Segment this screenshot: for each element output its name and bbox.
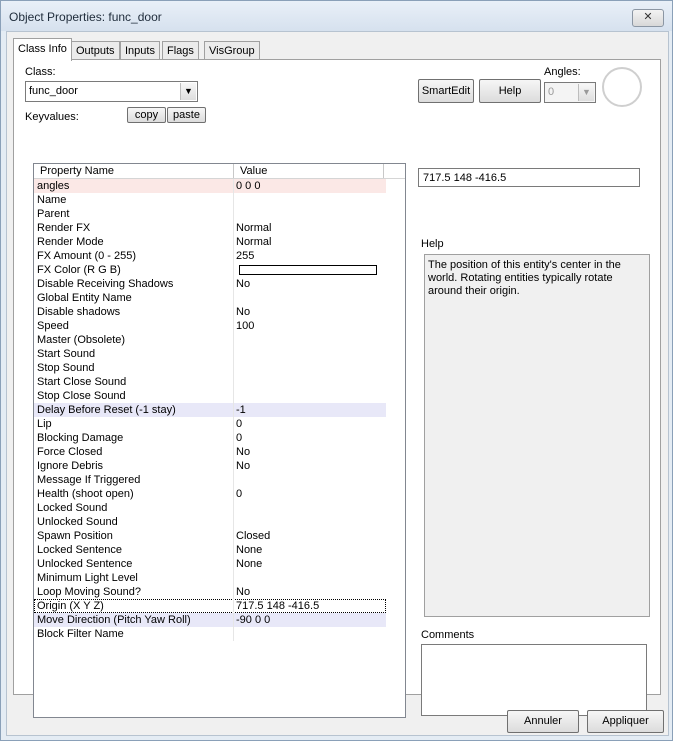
angles-combo[interactable] <box>544 82 596 103</box>
property-value[interactable]: 0 <box>236 418 243 430</box>
column-divider <box>233 319 234 333</box>
property-value[interactable]: 0 0 0 <box>236 180 261 192</box>
column-divider <box>233 543 234 557</box>
property-name[interactable]: Loop Moving Sound? <box>37 586 141 598</box>
column-divider <box>233 347 234 361</box>
column-divider <box>233 445 234 459</box>
property-name[interactable]: Start Sound <box>37 348 96 360</box>
column-divider <box>233 389 234 403</box>
table-row[interactable] <box>34 403 386 417</box>
column-divider <box>233 235 234 249</box>
property-name[interactable]: Global Entity Name <box>37 292 132 304</box>
chevron-down-icon[interactable]: ▼ <box>578 84 594 101</box>
table-row[interactable] <box>34 221 386 235</box>
table-row[interactable] <box>34 207 386 221</box>
tab-visgroup[interactable]: VisGroup <box>204 41 260 60</box>
table-row[interactable] <box>34 487 386 501</box>
property-name[interactable]: Origin (X Y Z) <box>37 600 104 612</box>
keyvalues-label: Keyvalues: <box>25 111 79 123</box>
comments-textarea[interactable] <box>421 644 647 716</box>
column-divider <box>233 459 234 473</box>
property-name[interactable]: Ignore Debris <box>37 460 104 472</box>
header-value[interactable]: Value <box>234 164 384 178</box>
keyvalues-grid[interactable] <box>33 163 406 718</box>
property-name[interactable]: Name <box>37 194 67 206</box>
property-value[interactable]: 255 <box>236 250 255 262</box>
table-row[interactable] <box>34 627 386 641</box>
table-row[interactable] <box>34 277 386 291</box>
tab-inputs[interactable]: Inputs <box>120 41 160 60</box>
column-divider <box>233 599 234 613</box>
column-divider <box>233 431 234 445</box>
dialog-client <box>6 31 669 736</box>
angles-label: Angles: <box>544 66 581 78</box>
comments-label: Comments <box>421 629 475 641</box>
close-icon[interactable]: ✕ <box>632 9 664 27</box>
property-name[interactable]: Locked Sentence <box>37 544 123 556</box>
column-divider <box>233 291 234 305</box>
table-row[interactable] <box>34 599 386 613</box>
column-divider <box>233 333 234 347</box>
table-row[interactable] <box>34 305 386 319</box>
property-name[interactable]: Master (Obsolete) <box>37 334 126 346</box>
table-row[interactable] <box>34 459 386 473</box>
table-row[interactable] <box>34 291 386 305</box>
column-divider <box>233 305 234 319</box>
table-row[interactable] <box>34 179 386 193</box>
table-row[interactable] <box>34 375 386 389</box>
cancel-button[interactable]: Annuler <box>507 710 579 733</box>
property-name[interactable]: Stop Close Sound <box>37 390 126 402</box>
property-name[interactable]: Spawn Position <box>37 530 113 542</box>
table-row[interactable] <box>34 417 386 431</box>
property-name[interactable]: Speed <box>37 320 69 332</box>
apply-button[interactable]: Appliquer <box>587 710 664 733</box>
property-value[interactable]: No <box>236 586 251 598</box>
column-divider <box>233 417 234 431</box>
table-row[interactable] <box>34 389 386 403</box>
class-combo[interactable] <box>25 81 198 102</box>
class-info-page <box>13 59 661 695</box>
column-divider <box>233 473 234 487</box>
property-value[interactable]: 0 <box>236 488 243 500</box>
property-value[interactable]: Closed <box>236 530 271 542</box>
column-divider <box>233 207 234 221</box>
header-property-name[interactable]: Property Name <box>34 164 234 178</box>
table-row[interactable] <box>34 501 386 515</box>
property-name[interactable]: Start Close Sound <box>37 376 127 388</box>
property-value[interactable]: No <box>236 446 251 458</box>
property-value[interactable]: -1 <box>236 404 246 416</box>
help-box <box>424 254 650 617</box>
property-name[interactable]: FX Color (R G B) <box>37 264 121 276</box>
column-divider <box>233 515 234 529</box>
property-value[interactable]: Normal <box>236 222 272 234</box>
column-divider <box>233 613 234 627</box>
property-value[interactable]: None <box>236 558 263 570</box>
grid-header <box>34 164 405 179</box>
property-name[interactable]: Minimum Light Level <box>37 572 138 584</box>
property-value[interactable]: 100 <box>236 320 255 332</box>
table-row[interactable] <box>34 557 386 571</box>
table-row[interactable] <box>34 473 386 487</box>
table-row[interactable] <box>34 543 386 557</box>
property-name[interactable]: Move Direction (Pitch Yaw Roll) <box>37 614 191 626</box>
property-value[interactable]: 0 <box>236 432 243 444</box>
property-value[interactable]: No <box>236 278 251 290</box>
property-name[interactable]: Unlocked Sentence <box>37 558 133 570</box>
property-name[interactable]: Lip <box>37 418 52 430</box>
table-row[interactable] <box>34 361 386 375</box>
tab-class-info[interactable]: Class Info <box>13 38 72 61</box>
column-divider <box>233 361 234 375</box>
column-divider <box>233 585 234 599</box>
property-name[interactable]: Blocking Damage <box>37 432 124 444</box>
angles-value: 0 <box>548 86 555 98</box>
property-name[interactable]: Disable shadows <box>37 306 121 318</box>
property-name[interactable]: Health (shoot open) <box>37 488 134 500</box>
property-name[interactable]: Unlocked Sound <box>37 516 118 528</box>
table-row[interactable] <box>34 235 386 249</box>
column-divider <box>233 403 234 417</box>
chevron-down-icon[interactable]: ▼ <box>180 83 196 100</box>
class-label: Class: <box>25 66 56 78</box>
column-divider <box>233 277 234 291</box>
angle-dial-icon[interactable] <box>602 67 642 107</box>
property-name[interactable]: Stop Sound <box>37 362 95 374</box>
smartedit-button[interactable]: SmartEdit <box>418 79 474 103</box>
column-divider <box>233 249 234 263</box>
property-name[interactable]: Parent <box>37 208 70 220</box>
table-row[interactable] <box>34 585 386 599</box>
copy-button[interactable]: copy <box>127 107 166 123</box>
column-divider <box>233 529 234 543</box>
table-row[interactable] <box>34 263 386 277</box>
table-row[interactable] <box>34 613 386 627</box>
property-name[interactable]: angles <box>37 180 70 192</box>
table-row[interactable] <box>34 445 386 459</box>
property-value[interactable]: No <box>236 460 251 472</box>
column-divider <box>233 571 234 585</box>
property-name[interactable]: Delay Before Reset (-1 stay) <box>37 404 176 416</box>
table-row[interactable] <box>34 571 386 585</box>
property-name[interactable]: Block Filter Name <box>37 628 124 640</box>
column-divider <box>233 179 234 193</box>
table-row[interactable] <box>34 431 386 445</box>
title-bar[interactable] <box>1 1 672 31</box>
tab-flags[interactable]: Flags <box>162 41 199 60</box>
paste-button[interactable]: paste <box>167 107 206 123</box>
column-divider <box>233 557 234 571</box>
property-value[interactable]: No <box>236 306 251 318</box>
table-row[interactable] <box>34 347 386 361</box>
column-divider <box>233 627 234 641</box>
property-value[interactable]: Normal <box>236 236 272 248</box>
property-name[interactable]: Message If Triggered <box>37 474 141 486</box>
property-name[interactable]: Locked Sound <box>37 502 108 514</box>
column-divider <box>233 501 234 515</box>
property-name[interactable]: Render Mode <box>37 236 104 248</box>
table-row[interactable] <box>34 529 386 543</box>
table-row[interactable] <box>34 333 386 347</box>
table-row[interactable] <box>34 249 386 263</box>
table-row[interactable] <box>34 193 386 207</box>
tab-outputs[interactable]: Outputs <box>71 41 120 60</box>
property-value[interactable]: None <box>236 544 263 556</box>
value-editor-input[interactable]: 717.5 148 -416.5 <box>418 168 640 187</box>
column-divider <box>233 263 234 277</box>
column-divider <box>233 221 234 235</box>
property-name[interactable]: Render FX <box>37 222 91 234</box>
property-value[interactable]: 717.5 148 -416.5 <box>236 600 320 612</box>
help-label: Help <box>421 238 444 250</box>
class-value: func_door <box>29 85 78 97</box>
column-divider <box>233 487 234 501</box>
property-name[interactable]: Disable Receiving Shadows <box>37 278 174 290</box>
help-button[interactable]: Help <box>479 79 541 103</box>
table-row[interactable] <box>34 515 386 529</box>
property-value[interactable]: -90 0 0 <box>236 614 271 626</box>
grid-rows <box>34 179 386 641</box>
window-title: Object Properties: func_door <box>9 10 162 24</box>
column-divider <box>233 193 234 207</box>
table-row[interactable] <box>34 319 386 333</box>
help-text: The position of this entity's center in the world. Rotating entities typically rotate around their origin. <box>428 259 621 297</box>
property-name[interactable]: FX Amount (0 - 255) <box>37 250 137 262</box>
column-divider <box>233 375 234 389</box>
color-swatch[interactable] <box>239 265 377 275</box>
property-name[interactable]: Force Closed <box>37 446 103 458</box>
